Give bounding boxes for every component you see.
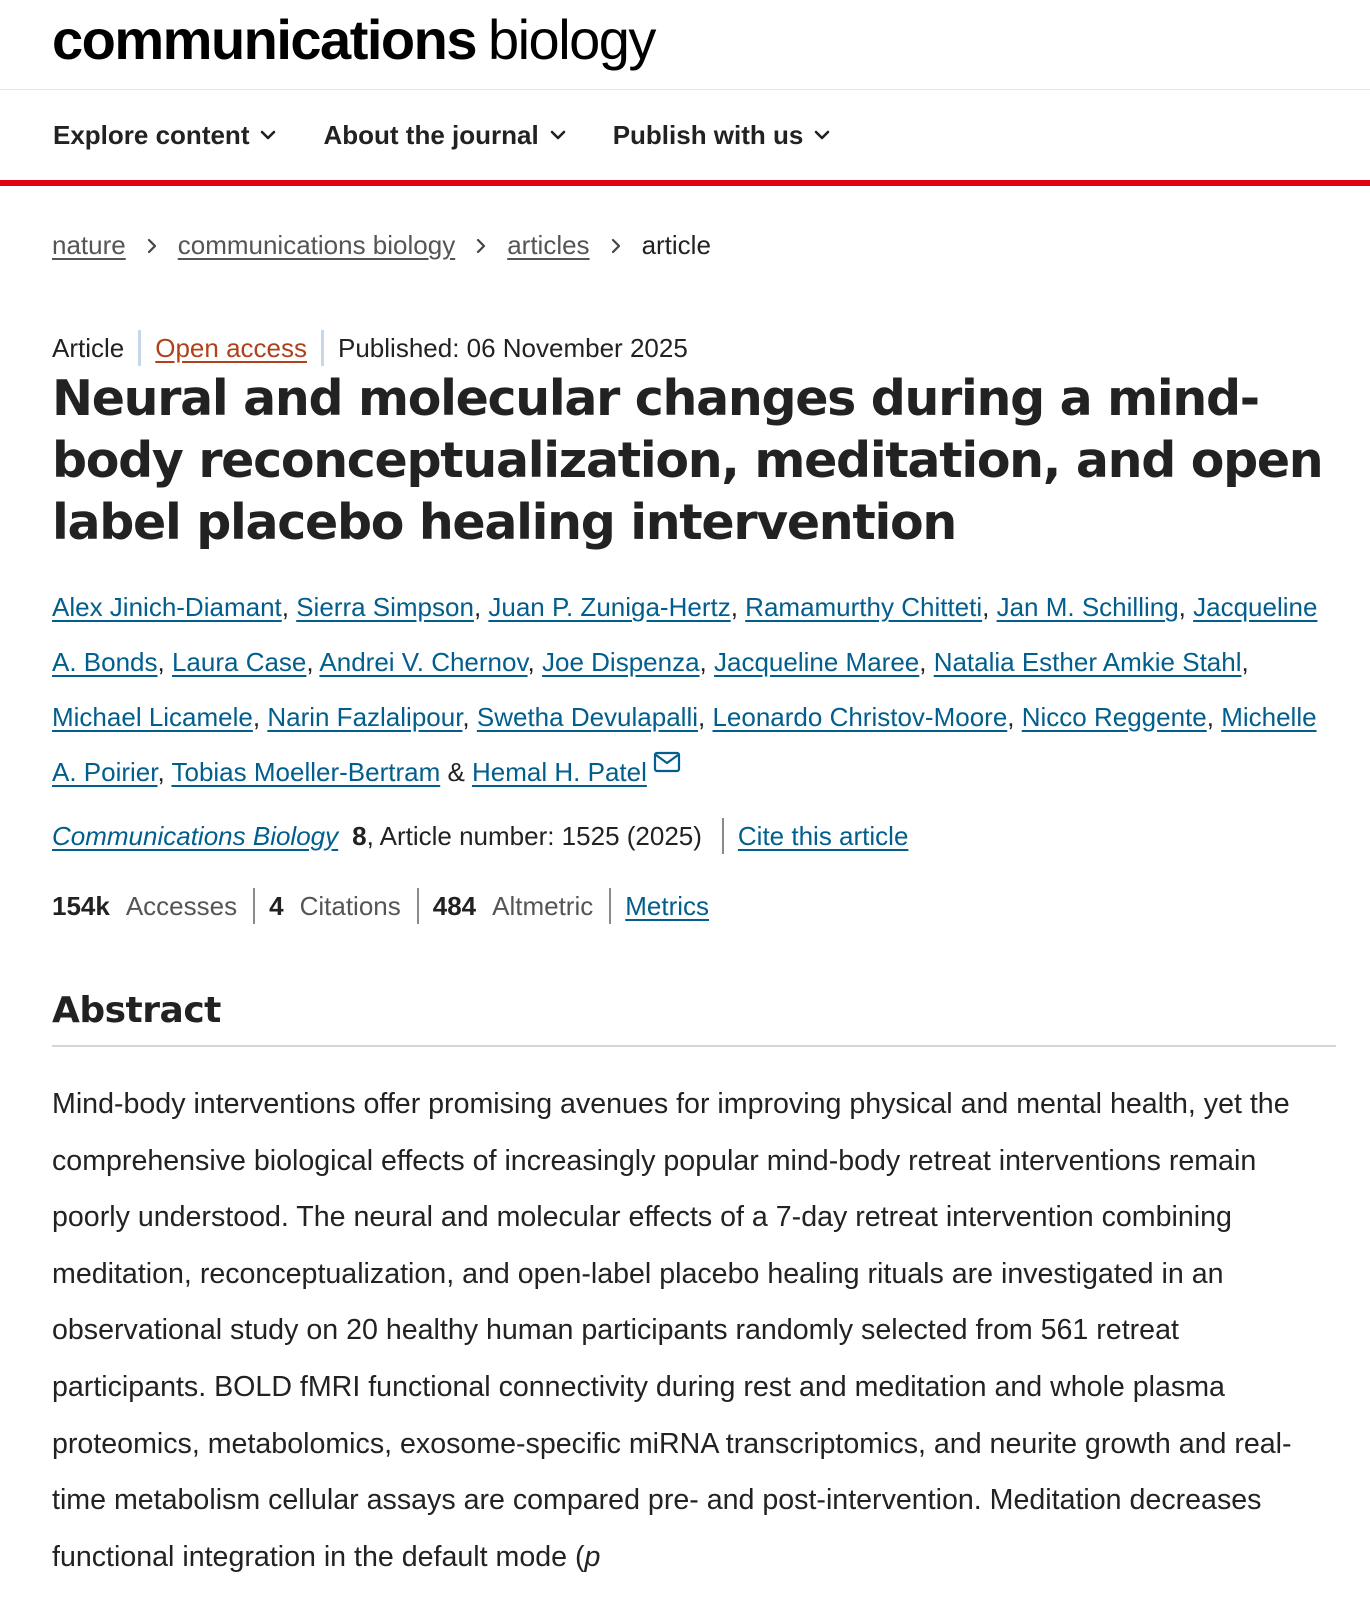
author-link[interactable]: Joe Dispenza [542, 647, 700, 677]
breadcrumb [52, 230, 711, 261]
chevron-down-icon [813, 126, 831, 144]
accesses-count: 154k [52, 890, 110, 921]
journal-name-link[interactable]: Communications Biology [52, 820, 339, 851]
site-header [0, 0, 1370, 90]
chevron-down-icon [259, 126, 277, 144]
chevron-right-icon [145, 238, 159, 254]
metrics-link[interactable]: Metrics [625, 890, 710, 921]
author-link[interactable]: Ramamurthy Chitteti [745, 592, 983, 622]
logo-bold-text: communications [52, 8, 476, 71]
author-link[interactable]: Hemal H. Patel [472, 757, 647, 787]
main-nav [0, 90, 1370, 186]
author-link[interactable]: Natalia Esther Amkie Stahl [933, 647, 1242, 677]
metrics-separator [609, 888, 611, 924]
nav-about-journal-label: About the journal [323, 119, 539, 150]
citation-separator [722, 818, 724, 854]
author-link[interactable]: Tobias Moeller-Bertram [171, 757, 441, 787]
breadcrumb-link-nature[interactable]: nature [52, 230, 126, 260]
author-link[interactable]: Michael Licamele [52, 702, 253, 732]
nav-explore-content-label: Explore content [53, 119, 250, 150]
article-meta [52, 330, 688, 366]
logo-light-text: biology [487, 8, 655, 71]
author-list: Alex Jinich-Diamant, Sierra Simpson, Juan P. Zuniga-Hertz, Ramamurthy Chitteti, Jan M. Schilling, Jacqueline A. Bonds, Laura Case, Andrei V. Chernov, Joe Dispenza, Jacqueline Maree, Natalia Esther Amkie Stahl, Michael Licamele, Narin Fazlalipour, Swetha Devulapalli, Leonardo Christov-Moore, Nicco Reggente, Michelle A. Poirier, Tobias Moeller-Bertram & Hemal H. Patel [52, 592, 1318, 787]
author-link[interactable]: Michelle A. Poirier [52, 702, 1317, 787]
author-link[interactable]: Alex Jinich-Diamant [52, 592, 282, 622]
author-link[interactable]: Jacqueline A. Bonds [52, 592, 1318, 677]
article-type: Article [52, 332, 125, 363]
email-icon[interactable] [653, 751, 681, 773]
citations-count: 4 [269, 890, 284, 921]
article-title: Neural and molecular changes during a mind-body reconceptualization, meditation, and open label placebo healing intervention [52, 370, 1323, 551]
chevron-down-icon [549, 126, 567, 144]
nav-explore-content[interactable] [53, 120, 277, 151]
author-link[interactable]: Swetha Devulapalli [476, 702, 699, 732]
abstract-heading: Abstract [52, 990, 1336, 1047]
article-metrics [52, 888, 709, 924]
author-link[interactable]: Nicco Reggente [1021, 702, 1207, 732]
author-link[interactable]: Jan M. Schilling [996, 592, 1179, 622]
altmetric-score: 484 [432, 890, 477, 921]
author-link[interactable]: Laura Case [171, 647, 307, 677]
metrics-separator [253, 888, 255, 924]
volume-number: 8 [352, 820, 367, 851]
author-link[interactable]: Sierra Simpson [296, 592, 474, 622]
chevron-right-icon [474, 238, 488, 254]
abstract-body: Mind-body interventions offer promising avenues for improving physical and mental health, yet the comprehensive biological effects of increasingly popular mind-body retreat interventions remain poorly understood. The neural and molecular effects of a 7-day retreat intervention combining meditation, reconceptualization, and open-label placebo healing rituals are investigated in an observational study on 20 healthy human participants randomly selected from 561 retreat participants. BOLD fMRI functional connectivity during rest and meditation and whole plasma proteomics, metabolomics, exosome-specific miRNA transcriptomics, and neurite growth and real-time metabolism cellular assays are compared pre- and post-intervention. Meditation decreases functional integration in the default mode ( [52, 1088, 1292, 1573]
nav-about-journal[interactable] [323, 120, 566, 151]
abstract-text [52, 1076, 1340, 1585]
nav-publish-with-us-label: Publish with us [612, 119, 804, 150]
breadcrumb-link-articles[interactable]: articles [507, 230, 590, 260]
author-link[interactable]: Juan P. Zuniga-Hertz [488, 592, 731, 622]
meta-separator [138, 330, 141, 366]
chevron-right-icon [609, 238, 623, 254]
accesses-label: Accesses [125, 890, 238, 921]
citation-line [52, 818, 908, 854]
author-link[interactable]: Andrei V. Chernov [319, 647, 528, 677]
altmetric-label: Altmetric [492, 890, 594, 921]
author-link[interactable]: Leonardo Christov-Moore [712, 702, 1008, 732]
metrics-separator [417, 888, 419, 924]
breadcrumb-current: article [641, 230, 711, 260]
cite-this-article-link[interactable]: Cite this article [737, 820, 909, 851]
journal-logo[interactable] [52, 6, 655, 73]
author-link[interactable]: Narin Fazlalipour [267, 702, 463, 732]
breadcrumb-link-communications-biology[interactable]: communications biology [177, 230, 456, 260]
nav-publish-with-us[interactable] [613, 120, 832, 151]
meta-separator [321, 330, 324, 366]
article-number: , Article number: 1525 (2025) [366, 820, 702, 851]
abstract-italic-p: p [584, 1540, 601, 1573]
published-date: Published: 06 November 2025 [338, 332, 688, 363]
open-access-link[interactable]: Open access [155, 332, 307, 363]
author-link[interactable]: Jacqueline Maree [714, 647, 920, 677]
citations-label: Citations [299, 890, 401, 921]
